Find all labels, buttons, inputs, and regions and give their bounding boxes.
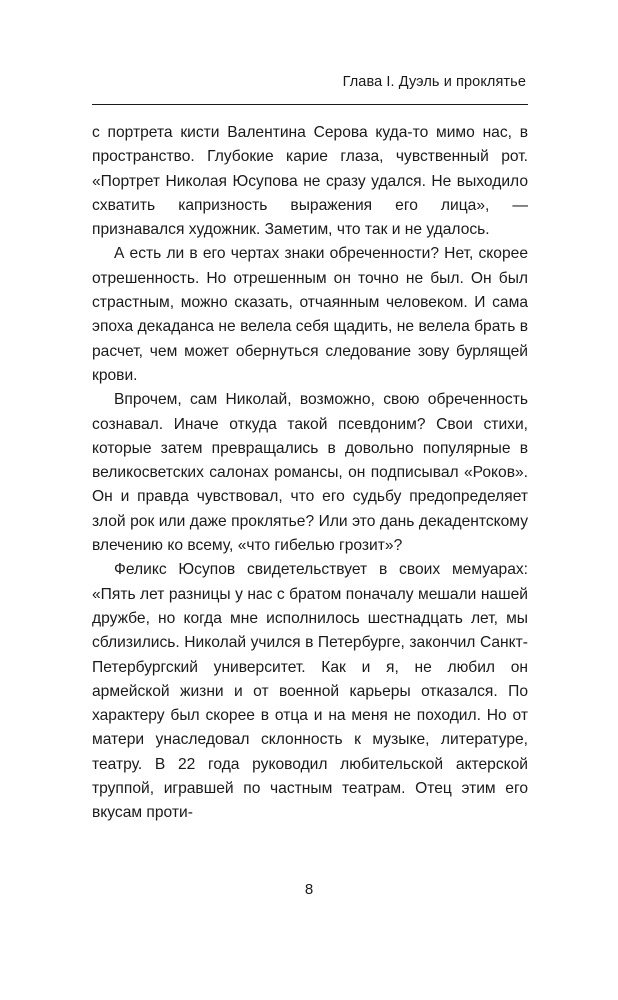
paragraph: Феликс Юсупов свидетельствует в своих мемуарах: «Пять лет разницы у нас с братом поначалу мешали нашей дружбе, но когда мне исполнилось шестнадцать лет, мы сблизились. Николай учился в Петербурге, закончил Санкт-Петербургский университет. Как и я, не любил он армейской жизни и от военной карьеры отказался. По характеру был скорее в отца и на меня не походил. Но от матери унаследовал склонность к музыке, литературе, театру. В 22 года руководил любительской актерской труппой, игравшей по частным театрам. Отец этим его вкусам проти- — [92, 561, 528, 822]
running-title: Глава I. Дуэль и проклятье — [342, 74, 526, 90]
paragraph: А есть ли в его чертах знаки обреченности? Нет, скорее отрешенность. Но отрешенным он точно не был. Он был страстным, можно сказать, отчаянным человеком. И сама эпоха декаданса не велела себя щадить, не велела брать в расчет, чем может обернуться следование зову бурлящей крови. — [92, 245, 528, 384]
body-text — [92, 121, 528, 826]
paragraph: с портрета кисти Валентина Серова куда-то мимо нас, в пространство. Глубокие карие глаза, чувственный рот. «Портрет Николая Юсупова не сразу удался. Не выходило схватить капризность выражения его лица», — признавался художник. Заметим, что так и не удалось. — [92, 124, 528, 239]
paragraph: Впрочем, сам Николай, возможно, свою обреченность сознавал. Иначе откуда такой псевдоним? Свои стихи, которые затем превращались в довольно популярные в великосветских салонах романсы, он подписывал «Роков». Он и правда чувствовал, что его судьбу предопределяет злой рок или даже проклятье? Или это дань декадентскому влечению ко всему, «что гибелью грозит»? — [92, 391, 528, 555]
header-rule — [92, 104, 528, 105]
page-number: 8 — [304, 881, 314, 898]
